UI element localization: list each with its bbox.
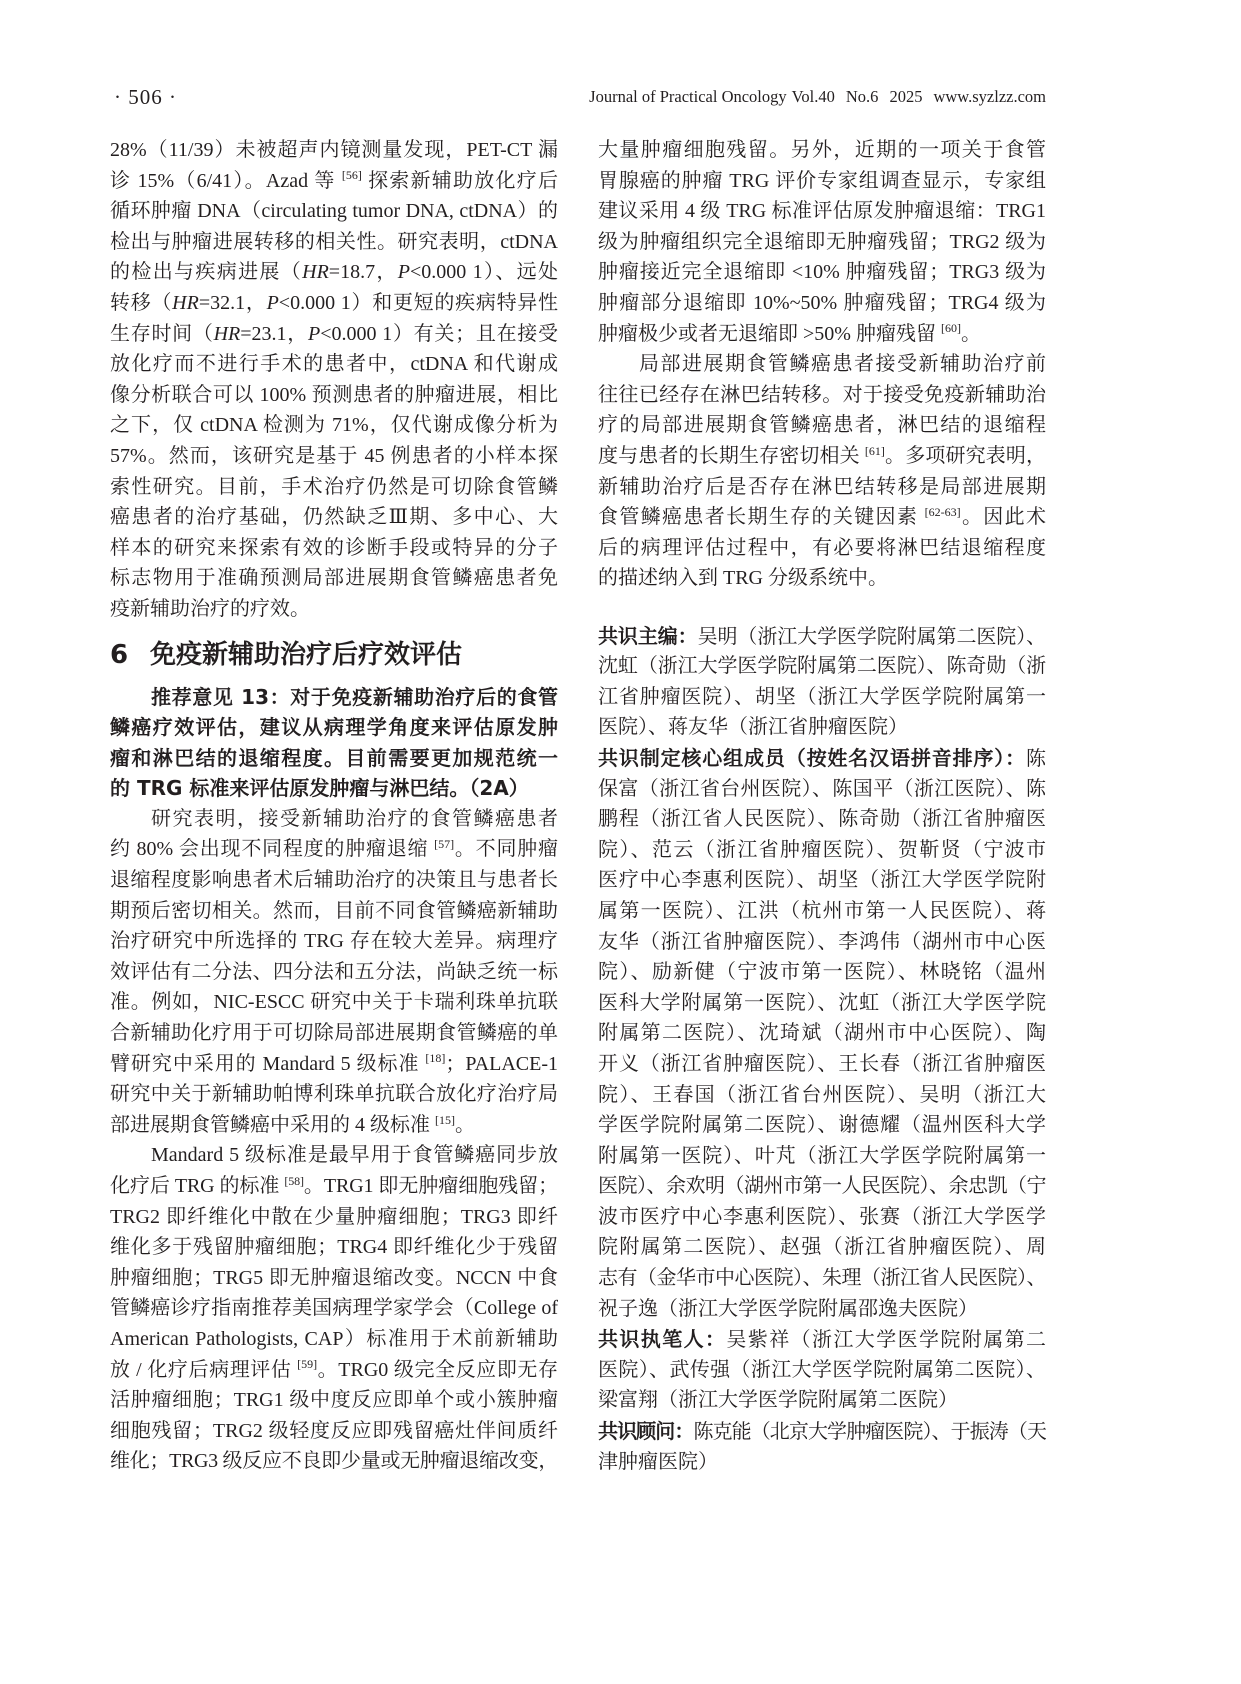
text-line: [110, 410, 558, 441]
text-line: [598, 502, 1046, 533]
text-line: [598, 349, 1046, 380]
text-run: 保富（浙江省台州医院）、陈国平（浙江医院）、陈: [598, 777, 1046, 800]
left-column: [110, 135, 558, 1477]
body-paragraph: [110, 1140, 558, 1477]
text-run: 胃腺癌的肿瘤 TRG 评价专家组调查显示，专家组: [598, 169, 1046, 192]
text-run: 标志物用于准确预测局部进展期食管鳞癌患者免: [110, 567, 558, 590]
text-line: [110, 502, 558, 533]
text-run: 。多项研究表明，: [884, 444, 1046, 467]
text-run: 局部进展期食管鳞癌患者接受新辅助治疗前: [639, 353, 1046, 376]
text-line: [110, 773, 558, 804]
credit-label: 共识顾问：: [598, 1419, 694, 1444]
text-run: 部进展期食管鳞癌中采用的 4 级标准: [110, 1113, 435, 1136]
text-run: 肿瘤细胞；TRG5 即无肿瘤退缩改变。NCCN 中食: [110, 1266, 558, 1289]
text-line: [598, 865, 1046, 896]
credit-label: 共识主编：: [598, 623, 698, 648]
text-line: [110, 1385, 558, 1416]
journal-citation: [589, 86, 1046, 108]
text-line: [110, 896, 558, 927]
section-number: 6: [110, 639, 129, 670]
text-run: 推荐意见 13：对于免疫新辅助治疗后的食管: [151, 684, 558, 709]
text-run: 鳞癌疗效评估，建议从病理学角度来评估原发肿: [110, 715, 558, 740]
text-line: [598, 410, 1046, 441]
text-line: [598, 712, 1046, 743]
text-run: 28%（11/39）未被超声内镜测量发现，PET-CT 漏: [110, 139, 558, 161]
text-line: [110, 227, 558, 258]
text-line: [110, 319, 558, 350]
text-run: ；PALACE-1: [445, 1052, 558, 1075]
text-run: 循环肿瘤 DNA（circulating tumor DNA, ctDNA）的: [110, 200, 558, 223]
text-run: Mandard 5 级标准是最早用于食管鳞癌同步放: [151, 1144, 558, 1167]
text-line: [598, 743, 1046, 774]
text-run: 转移（: [110, 291, 173, 314]
text-run: 的描述纳入到 TRG 分级系统中。: [598, 567, 888, 590]
text-line: [110, 1355, 558, 1386]
citation-ref: [60]: [940, 321, 961, 336]
journal-issue: No.6: [845, 87, 879, 106]
text-run: 鹏程（浙江省人民医院）、陈奇勋（浙江省肿瘤医: [598, 808, 1046, 831]
text-line: [598, 1447, 1046, 1478]
text-line: [110, 533, 558, 564]
text-line: [110, 987, 558, 1018]
text-line: [110, 1110, 558, 1141]
text-run: 57%。然而，该研究是基于 45 例患者的小样本探: [110, 444, 558, 467]
text-line: [110, 1324, 558, 1355]
text-line: [598, 1294, 1046, 1325]
text-line: [110, 834, 558, 865]
journal-website: www.syzlzz.com: [933, 87, 1046, 106]
italic-term: P: [266, 291, 279, 314]
text-line: [110, 957, 558, 988]
text-line: [598, 835, 1046, 866]
text-run: 志有（金华市中心医院）、朱理（浙江省人民医院）、: [598, 1267, 1046, 1290]
text-run: 陈克能（北京大学肿瘤医院）、于振涛（天: [693, 1421, 1046, 1444]
text-run: 学医学院附属第二医院）、谢德耀（温州医科大学: [598, 1114, 1046, 1137]
text-run: 合新辅助化疗用于可切除局部进展期食管鳞癌的单: [110, 1022, 558, 1045]
text-line: [110, 804, 558, 835]
text-run: American Pathologists, CAP）标准用于术前新辅助: [110, 1327, 558, 1350]
text-line: [598, 896, 1046, 927]
text-run: 梁富翔（浙江大学医学院附属第二医院）: [598, 1389, 958, 1412]
text-run: 探索新辅助放化疗后: [361, 169, 558, 192]
text-run: 诊 15%（6/41）。Azad 等: [110, 169, 342, 192]
text-line: [110, 1232, 558, 1263]
text-run: 祝子逸（浙江大学医学院附属邵逸夫医院）: [598, 1297, 978, 1320]
text-run: 癌患者的治疗基础，仍然缺乏Ⅲ期、多中心、大: [110, 506, 558, 529]
text-run: 波市医疗中心李惠利医院）、张赛（浙江大学医学: [598, 1205, 1046, 1228]
right-column: [598, 135, 1046, 1477]
text-run: 友华（浙江省肿瘤医院）、李鸿伟（湖州市中心医: [598, 930, 1046, 953]
italic-term: HR: [172, 291, 199, 314]
text-line: [598, 1355, 1046, 1386]
text-run: 放 / 化疗后病理评估: [110, 1358, 298, 1381]
text-run: 津肿瘤医院）: [598, 1450, 718, 1473]
text-run: 院附属第二医院）、赵强（浙江省肿瘤医院）、周: [598, 1236, 1046, 1259]
text-run: 像分析联合可以 100% 预测患者的肿瘤进展，相比: [110, 383, 558, 406]
text-run: 效评估有二分法、四分法和五分法，尚缺乏统一标: [110, 960, 558, 983]
text-line: [598, 1018, 1046, 1049]
text-run: 准。例如，NIC-ESCC 研究中关于卡瑞利珠单抗联: [110, 991, 558, 1014]
text-line: [598, 1385, 1046, 1416]
text-run: 生存时间（: [110, 322, 214, 345]
text-run: =18.7，: [328, 261, 398, 284]
text-line: [598, 227, 1046, 258]
body-paragraph: [110, 135, 558, 625]
text-line: [110, 135, 558, 166]
text-run: <0.000 1）和更短的疾病特异性: [278, 291, 558, 314]
text-line: [598, 288, 1046, 319]
text-run: 食管鳞癌患者长期生存的关键因素: [598, 506, 925, 529]
citation-ref: [58]: [284, 1173, 304, 1188]
text-run: 大量肿瘤细胞残留。另外，近期的一项关于食管: [598, 139, 1046, 161]
text-run: 属第一医院）、江洪（杭州市第一人民医院）、蒋: [598, 899, 1046, 922]
text-line: [598, 257, 1046, 288]
text-run: 江省肿瘤医院）、胡坚（浙江大学医学院附属第一: [598, 685, 1046, 708]
text-line: [598, 319, 1046, 350]
text-line: [598, 988, 1046, 1019]
text-line: [110, 743, 558, 774]
text-line: [598, 563, 1046, 594]
text-run: 维化多于残留肿瘤细胞；TRG4 即纤维化少于残留: [110, 1236, 558, 1259]
text-run: 研究中关于新辅助帕博利珠单抗联合放化疗治疗局: [110, 1083, 558, 1106]
text-line: [110, 472, 558, 503]
text-line: [110, 1079, 558, 1110]
credits-chief-editors: [598, 621, 1046, 743]
text-run: 管鳞癌诊疗指南推荐美国病理学家学会（College of: [110, 1297, 558, 1320]
text-run: 陈: [1026, 747, 1046, 770]
text-line: [110, 1202, 558, 1233]
citation-ref: [61]: [864, 443, 885, 458]
text-line: [598, 621, 1046, 652]
citation-ref: [62-63]: [924, 504, 961, 519]
consensus-credits: [598, 621, 1046, 1478]
text-line: [110, 1171, 558, 1202]
text-run: 期预后密切相关。然而，目前不同食管鳞癌新辅助: [110, 899, 558, 922]
text-line: [110, 166, 558, 197]
text-run: 疗的局部进展期食管鳞癌患者，淋巴结的退缩程: [598, 414, 1046, 437]
text-line: [598, 472, 1046, 503]
text-run: 附属第二医院）、沈琦斌（湖州市中心医院）、陶: [598, 1022, 1046, 1045]
text-line: [598, 1263, 1046, 1294]
text-run: <0.000 1）有关；且在接受: [320, 322, 558, 345]
text-run: 。: [455, 1113, 475, 1136]
journal-name: Journal of Practical Oncology: [589, 87, 787, 106]
text-line: [598, 196, 1046, 227]
text-run: 往往已经存在淋巴结转移。对于接受免疫新辅助治: [598, 383, 1046, 406]
text-line: [598, 441, 1046, 472]
text-run: 细胞残留；TRG2 级轻度反应即残留癌灶伴间质纤: [110, 1419, 558, 1442]
text-line: [598, 651, 1046, 682]
italic-term: HR: [302, 261, 329, 284]
text-line: [110, 926, 558, 957]
credit-label: 共识制定核心组成员（按姓名汉语拼音排序）：: [598, 745, 1026, 770]
text-run: 疫新辅助治疗的疗效。: [110, 597, 310, 620]
text-run: 瘤和淋巴结的退缩程度。目前需要更加规范统一: [110, 745, 558, 770]
text-run: <0.000 1）、远处: [410, 261, 558, 284]
body-paragraph: [598, 135, 1046, 349]
text-run: 化疗后 TRG 的标准: [110, 1175, 285, 1197]
text-line: [598, 1171, 1046, 1202]
text-run: 。不同肿瘤: [454, 838, 558, 861]
text-line: [110, 682, 558, 713]
text-run: 检出与肿瘤进展转移的相关性。研究表明，ctDNA: [110, 230, 558, 253]
text-line: [598, 380, 1046, 411]
text-run: 索性研究。目前，手术治疗仍然是可切除食管鳞: [110, 475, 558, 498]
text-run: 维化；TRG3 级反应不良即少量或无肿瘤退缩改变，: [110, 1450, 558, 1473]
text-run: 沈虹（浙江大学医学院附属第二医院）、陈奇勋（浙: [598, 655, 1046, 678]
text-run: 肿瘤极少或者无退缩即 >50% 肿瘤残留: [598, 322, 941, 345]
body-paragraph: [110, 804, 558, 1141]
text-run: 吴明（浙江大学医学院附属第二医院）、: [697, 625, 1046, 648]
text-run: 医院）、武传强（浙江大学医学院附属第二医院）、: [598, 1358, 1046, 1381]
text-run: 医院）、蒋友华（浙江省肿瘤医院）: [598, 716, 908, 739]
text-run: 的检出与疾病进展（: [110, 261, 303, 284]
text-line: [598, 1110, 1046, 1141]
text-run: 臂研究中采用的 Mandard 5 级标准: [110, 1052, 426, 1075]
text-line: [110, 1140, 558, 1171]
text-line: [110, 1049, 558, 1080]
journal-volume: Vol.40: [791, 87, 835, 106]
text-line: [598, 1202, 1046, 1233]
text-line: [110, 563, 558, 594]
citation-ref: [15]: [435, 1112, 455, 1127]
text-line: [598, 927, 1046, 958]
text-run: 吴紫祥（浙江大学医学院附属第二: [726, 1329, 1046, 1352]
text-line: [598, 804, 1046, 835]
text-line: [110, 349, 558, 380]
text-run: 活肿瘤细胞；TRG1 级中度反应即单个或小簇肿瘤: [110, 1389, 558, 1412]
text-line: [598, 957, 1046, 988]
text-run: TRG2 即纤维化中散在少量肿瘤细胞；TRG3 即纤: [110, 1205, 558, 1228]
running-head: [0, 0, 1241, 120]
journal-year: 2025: [889, 87, 923, 106]
credits-advisors: [598, 1416, 1046, 1477]
text-line: [598, 1080, 1046, 1111]
text-line: [598, 1049, 1046, 1080]
text-run: 开义（浙江省肿瘤医院）、王长春（浙江省肿瘤医: [598, 1052, 1046, 1075]
citation-ref: [56]: [341, 168, 362, 183]
text-line: [110, 1018, 558, 1049]
text-run: 肿瘤部分退缩即 10%~50% 肿瘤残留；TRG4 级为: [598, 291, 1046, 314]
text-line: [110, 288, 558, 319]
text-run: 治疗研究中所选择的 TRG 存在较大差异。病理疗: [110, 930, 558, 953]
text-line: [110, 712, 558, 743]
text-run: 医院）、余欢明（湖州市第一人民医院）、余忠凯（宁: [598, 1175, 1046, 1198]
text-line: [598, 1232, 1046, 1263]
text-run: 研究表明，接受新辅助治疗的食管鳞癌患者: [151, 807, 558, 830]
text-line: [598, 135, 1046, 166]
text-line: [110, 1446, 558, 1477]
text-run: 度与患者的长期生存密切相关: [598, 444, 865, 467]
citation-ref: [57]: [434, 837, 455, 852]
text-line: [598, 774, 1046, 805]
text-run: 院）、王春国（浙江省台州医院）、吴明（浙江大: [598, 1083, 1046, 1106]
text-line: [598, 166, 1046, 197]
section-heading: [110, 637, 558, 673]
body-paragraph: [598, 349, 1046, 594]
text-line: [110, 1293, 558, 1324]
italic-term: HR: [213, 322, 241, 345]
text-run: 退缩程度影响患者术后辅助治疗的决策且与患者长: [110, 869, 558, 892]
text-line: [598, 1416, 1046, 1447]
text-run: 附属第一医院）、叶芃（浙江大学医学院附属第一: [598, 1144, 1046, 1167]
text-line: [598, 682, 1046, 713]
text-line: [110, 1416, 558, 1447]
text-run: 。TRG1 即无肿瘤细胞残留；: [303, 1175, 558, 1197]
text-run: 院）、范云（浙江省肿瘤医院）、贺靳贤（宁波市: [598, 838, 1046, 861]
text-line: [110, 594, 558, 625]
text-run: 放化疗而不进行手术的患者中，ctDNA 和代谢成: [110, 353, 558, 376]
credits-core-group: [598, 743, 1046, 1324]
text-line: [598, 1141, 1046, 1172]
text-line: [110, 1263, 558, 1294]
credits-writers: [598, 1324, 1046, 1416]
text-run: =32.1，: [198, 291, 267, 314]
text-line: [110, 196, 558, 227]
text-run: 之下，仅 ctDNA 检测为 71%，仅代谢成像分析为: [110, 414, 558, 437]
text-line: [110, 865, 558, 896]
text-run: 级为肿瘤组织完全退缩即无肿瘤残留；TRG2 级为: [598, 230, 1046, 253]
text-run: 后的病理评估过程中，有必要将淋巴结退缩程度: [598, 536, 1046, 559]
italic-term: P: [308, 322, 321, 345]
section-title: 免疫新辅助治疗后疗效评估: [150, 639, 463, 670]
text-line: [110, 441, 558, 472]
text-run: 。因此术: [960, 506, 1046, 529]
text-run: 的 TRG 标准来评估原发肿瘤与淋巴结。（2A）: [110, 776, 529, 801]
text-run: 肿瘤接近完全退缩即 <10% 肿瘤残留；TRG3 级为: [598, 261, 1046, 284]
italic-term: P: [397, 261, 410, 284]
text-run: 院）、励新健（宁波市第一医院）、林晓铭（温州: [598, 961, 1046, 984]
page-number: · 506 ·: [114, 85, 177, 109]
text-run: 。: [960, 322, 981, 345]
text-run: 样本的研究来探索有效的诊断手段或特异的分子: [110, 536, 558, 559]
text-run: 新辅助治疗后是否存在淋巴结转移是局部进展期: [598, 475, 1046, 498]
text-run: 约 80% 会出现不同程度的肿瘤退缩: [110, 838, 435, 861]
recommendation-paragraph: [110, 682, 558, 804]
text-line: [598, 1324, 1046, 1355]
text-run: 医疗中心李惠利医院）、胡坚（浙江大学医学院附: [598, 869, 1046, 892]
citation-ref: [18]: [425, 1051, 446, 1066]
text-line: [598, 533, 1046, 564]
text-line: [110, 257, 558, 288]
text-run: 建议采用 4 级 TRG 标准评估原发肿瘤退缩：TRG1: [598, 200, 1046, 223]
credit-label: 共识执笔人：: [598, 1327, 727, 1352]
text-line: [110, 380, 558, 411]
citation-ref: [59]: [297, 1357, 318, 1372]
text-run: 医科大学附属第一医院）、沈虹（浙江大学医学院: [598, 991, 1046, 1014]
text-run: 。TRG0 级完全反应即无存: [317, 1358, 558, 1381]
text-run: =23.1，: [240, 322, 309, 345]
